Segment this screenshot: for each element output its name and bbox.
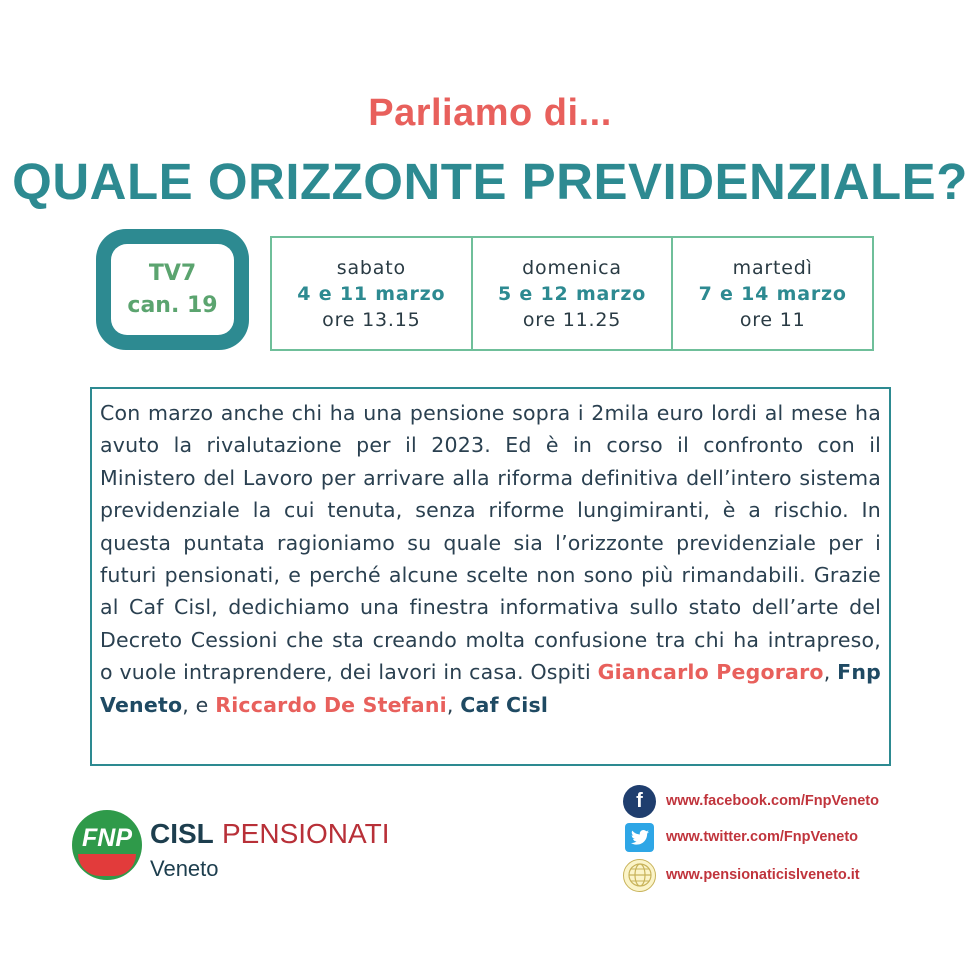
page-title: QUALE ORIZZONTE PREVIDENZIALE?	[12, 153, 968, 210]
website-link[interactable]	[623, 858, 860, 892]
channel-badge	[96, 229, 249, 350]
twitter-icon	[625, 823, 654, 852]
schedule-day: martedì	[732, 256, 813, 279]
subtitle: Parliamo di...	[368, 92, 612, 134]
logo-region-text: Veneto	[150, 856, 219, 881]
twitter-link[interactable]	[623, 820, 858, 854]
twitter-url[interactable]: www.twitter.com/FnpVeneto	[666, 829, 859, 845]
guest-name: Giancarlo Pegoraro	[597, 660, 824, 685]
channel-name: TV7	[148, 260, 197, 286]
separator: ,	[446, 692, 461, 717]
description-body: Con marzo anche chi ha una pensione sopra i 2mila euro lordi al mese ha avuto la rivalutazione per il 2023. Ed è in corso il confronto con il Ministero del Lavoro per arrivare alla riforma definitiva dell’intero sistema previdenziale la cui tenuta, senza riforme lungimiranti, è a rischio. In questa puntata ragioniamo su quale sia l’orizzonte previdenziale per i futuri pensionati, e perché alcune scelte non sono più rimandabili. Grazie al Caf Cisl, dedichiamo una finestra informativa sullo stato dell’arte del Decreto Cessioni che sta creando molta confusione tra chi ha intrapreso, o vuole intraprendere, dei lavori in casa. Ospiti	[100, 401, 881, 685]
schedule-time: ore 11.25	[522, 308, 622, 331]
guest-organization: Caf Cisl	[460, 692, 549, 717]
logo-pensionati-text: PENSIONATI	[222, 818, 390, 849]
schedule-table	[270, 236, 874, 351]
logo-cisl-text: CISL	[150, 818, 214, 849]
guest-name: Riccardo De Stefani	[215, 692, 447, 717]
channel-badge-inner	[111, 244, 234, 335]
schedule-time: ore 13.15	[322, 308, 421, 331]
logo-swoosh	[78, 854, 136, 876]
schedule-day: sabato	[336, 256, 406, 279]
fnp-cisl-logo	[72, 810, 392, 890]
facebook-url[interactable]: www.facebook.com/FnpVeneto	[666, 793, 879, 809]
logo-badge-text: FNP	[82, 824, 132, 852]
channel-number: can. 19	[127, 292, 218, 318]
schedule-date: 4 e 11 marzo	[297, 282, 446, 305]
guest-organization: Fnp Veneto	[100, 660, 881, 717]
facebook-link[interactable]	[623, 784, 879, 818]
facebook-icon: f	[623, 785, 656, 818]
schedule-time: ore 11	[739, 308, 806, 331]
separator: , e	[182, 692, 216, 717]
website-url[interactable]: www.pensionaticislveneto.it	[666, 867, 860, 883]
globe-icon	[623, 859, 656, 892]
description-box	[90, 387, 891, 766]
schedule-date: 5 e 12 marzo	[497, 282, 647, 305]
schedule-item-sunday	[471, 238, 672, 349]
separator: ,	[823, 660, 838, 685]
schedule-day: domenica	[522, 256, 622, 279]
fnp-logo-mark	[72, 810, 142, 880]
schedule-item-tuesday	[671, 238, 872, 349]
schedule-date: 7 e 14 marzo	[698, 282, 847, 305]
schedule-item-saturday	[272, 238, 471, 349]
